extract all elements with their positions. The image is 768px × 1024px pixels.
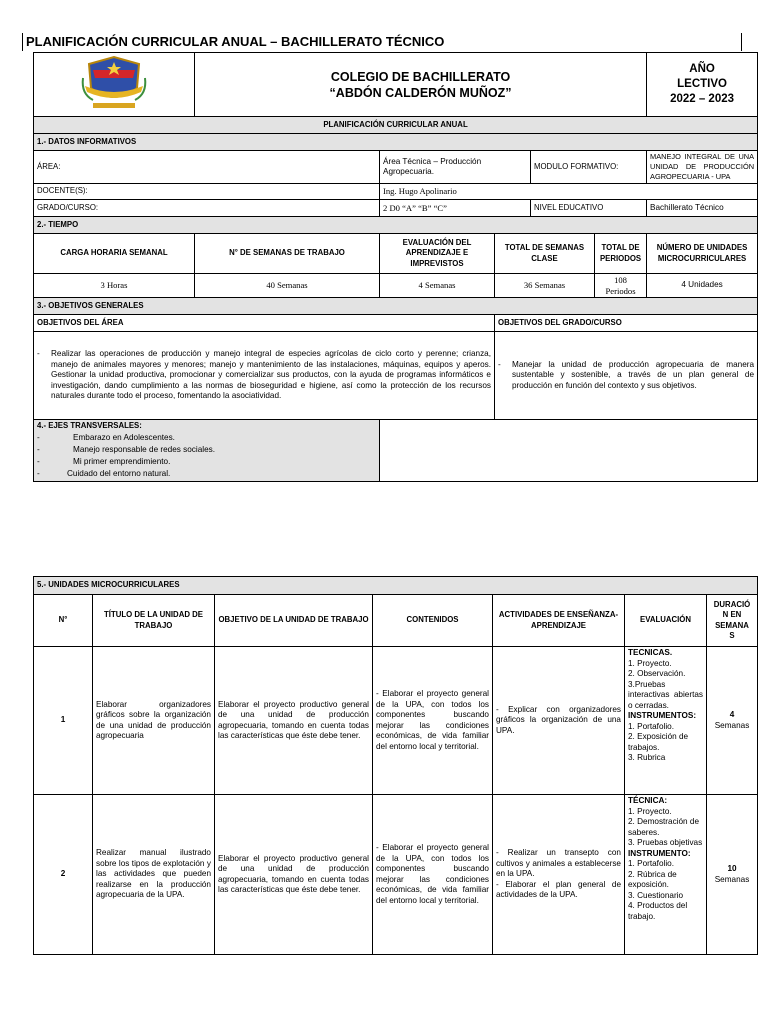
- unidad-actividades: - Explicar con organizadores gráficos la organización de una UPA.: [493, 647, 625, 795]
- tiempo-header-unidades: NÚMERO DE UNIDADES MICROCURRICULARES: [647, 234, 758, 274]
- unidades-header-titulo: TÍTULO DE LA UNIDAD DE TRABAJO: [93, 595, 215, 647]
- ejes-cell: [34, 420, 380, 482]
- year-value: 2022 – 2023: [670, 93, 735, 105]
- unidad-objetivo: Elaborar el proyecto productivo general de una unidad de producción agropecuaria, tomando en cuenta todas las características que éste debe tener.: [215, 647, 373, 795]
- school-name-line1: COLEGIO DE BACHILLERATO: [330, 69, 511, 84]
- ejes-empty-cell: [380, 420, 758, 482]
- table-row: [34, 647, 758, 795]
- area-label: ÁREA:: [34, 151, 380, 184]
- tiempo-header-evaluacion: EVALUACIÓN DEL APRENDIZAJE E IMPREVISTOS: [380, 234, 495, 274]
- school-year-cell: [647, 53, 758, 117]
- unidades-header-contenidos: CONTENIDOS: [373, 595, 493, 647]
- objetivos-area-bullet: -: [37, 349, 40, 359]
- ejes-item: - Cuidado del entorno natural.: [37, 469, 171, 479]
- modulo-value: MANEJO INTEGRAL DE UNA UNIDAD DE PRODUCCIÓN AGROPECUARIA - UPA: [647, 151, 758, 184]
- tiempo-value-evaluacion: 4 Semanas: [380, 274, 495, 298]
- unidad-duracion: 10 Semanas: [707, 795, 758, 955]
- docente-value: Ing. Hugo Apolinario: [380, 184, 758, 200]
- tiempo-value-unidades: 4 Unidades: [647, 274, 758, 298]
- objetivos-area-cell: [34, 332, 495, 420]
- tiempo-header-carga: CARGA HORARIA SEMANAL: [34, 234, 195, 274]
- ejes-item: - Manejo responsable de redes sociales.: [37, 444, 216, 454]
- unidades-header-objetivo: OBJETIVO DE LA UNIDAD DE TRABAJO: [215, 595, 373, 647]
- objetivos-area-header: OBJETIVOS DEL ÁREA: [34, 315, 495, 332]
- objetivos-grado-text: Manejar la unidad de producción agropecuaria de manera sustentable y sostenible, a través de un plan general de producción en función del contexto y sus objetivos.: [512, 359, 755, 390]
- docente-label: DOCENTE(S):: [34, 184, 380, 200]
- table-row: [34, 795, 758, 955]
- unidades-header-actividades: ACTIVIDADES DE ENSEÑANZA-APRENDIZAJE: [493, 595, 625, 647]
- area-value: Área Técnica – Producción Agropecuaria.: [380, 151, 531, 184]
- year-label-2: LECTIVO: [677, 78, 727, 90]
- objetivos-grado-bullet: -: [498, 359, 501, 369]
- unidad-contenidos: - Elaborar el proyecto general de la UPA, con todos los componentes buscando mejorar las condiciones económicas, de vida familiar del entorno local y territorial.: [373, 647, 493, 795]
- unidad-titulo: Realizar manual ilustrado sobre los tipos de explotación y las actividades que pueden realizarse en la producción agropecuaria de la UPA.: [93, 795, 215, 955]
- school-logo-cell: [34, 53, 195, 117]
- unidad-num: 2: [34, 795, 93, 955]
- ejes-item: - Embarazo en Adolescentes.: [37, 432, 175, 442]
- unidad-objetivo: Elaborar el proyecto productivo general de una unidad de producción agropecuaria, tomando en cuenta todas las características que éste debe tener.: [215, 795, 373, 955]
- unidad-duracion: 4 Semanas: [707, 647, 758, 795]
- tiempo-header-periodos: TOTAL DE PERIODOS: [595, 234, 647, 274]
- tiempo-value-periodos: 108 Periodos: [595, 274, 647, 298]
- unidad-actividades: - Realizar un transepto con cultivos y animales a establecerse en la UPA. - Elaborar el plan general de actividades de la UPA.: [493, 795, 625, 955]
- modulo-label: MODULO FORMATIVO:: [531, 151, 647, 184]
- nivel-value: Bachillerato Técnico: [647, 200, 758, 217]
- objetivos-grado-header: OBJETIVOS DEL GRADO/CURSO: [495, 315, 758, 332]
- unidad-evaluacion: TECNICAS. 1. Proyecto. 2. Observación. 3.Pruebas interactivas abiertas o cerradas. INSTRUMENTOS: 1. Portafolio. 2. Exposición de trabajos. 3. Rubrica: [625, 647, 707, 795]
- school-crest-logo: [79, 54, 149, 112]
- unidad-num: 1: [34, 647, 93, 795]
- planning-table: [33, 52, 758, 482]
- section-unidades-title: 5.- UNIDADES MICROCURRICULARES: [34, 577, 758, 595]
- grado-label: GRADO/CURSO:: [34, 200, 380, 217]
- plan-title: PLANIFICACIÓN CURRICULAR ANUAL: [34, 117, 758, 134]
- unidad-contenidos: - Elaborar el proyecto general de la UPA, con todos los componentes buscando mejorar las condiciones económicas, de vida familiar del entorno local y territorial.: [373, 795, 493, 955]
- tiempo-value-carga: 3 Horas: [34, 274, 195, 298]
- nivel-label: NIVEL EDUCATIVO: [531, 200, 647, 217]
- ejes-title: 4.- EJES TRANSVERSALES:: [37, 421, 142, 430]
- unidad-evaluacion: TÉCNICA: 1. Proyecto. 2. Demostración de saberes. 3. Pruebas objetivas INSTRUMENTO: 1. Portafolio. 2. Rúbrica de exposición. 3. Cuestionario 4. Productos del trabajo.: [625, 795, 707, 955]
- tiempo-header-semanas: N° DE SEMANAS DE TRABAJO: [195, 234, 380, 274]
- unidades-header-duracion: DURACIÓ N EN SEMANA S: [707, 595, 758, 647]
- section-objetivos-title: 3.- OBJETIVOS GENERALES: [34, 298, 758, 315]
- objetivos-area-text: Realizar las operaciones de producción y manejo integral de especies agrícolas de ciclo corto y perenne; crianza, manejo de animales mayores y menores; manejo y mantenimiento de las instalaciones, máquinas, equipos y aperos. Gestionar la unidad productiva, promocionar y comercializar sus productos, con la ayuda de programas informáticos e investigación, dando cumplimiento a las normas de bioseguridad e higiene, así como la protección de los recursos naturales durante todo el proceso, fomentando la asociatividad.: [51, 349, 491, 401]
- ejes-item: - Mi primer emprendimiento.: [37, 456, 171, 466]
- tiempo-value-semanas: 40 Semanas: [195, 274, 380, 298]
- tiempo-header-total-semanas: TOTAL DE SEMANAS CLASE: [495, 234, 595, 274]
- unidad-titulo: Elaborar organizadores gráficos sobre la organización de una unidad de producción agropecuaria: [93, 647, 215, 795]
- section-datos-title: 1.- DATOS INFORMATIVOS: [34, 134, 758, 151]
- unidades-header-num: N°: [34, 595, 93, 647]
- objetivos-grado-cell: [495, 332, 758, 420]
- year-label-1: AÑO: [689, 63, 715, 75]
- unidades-table: [33, 576, 758, 955]
- tiempo-value-total-semanas: 36 Semanas: [495, 274, 595, 298]
- document-title: PLANIFICACIÓN CURRICULAR ANUAL – BACHILLERATO TÉCNICO: [22, 33, 742, 51]
- section-tiempo-title: 2.- TIEMPO: [34, 217, 758, 234]
- grado-value: 2 D0 “A” “B” “C”: [380, 200, 531, 217]
- unidades-header-evaluacion: EVALUACIÓN: [625, 595, 707, 647]
- school-name-line2: “ABDÓN CALDERÓN MUÑOZ”: [329, 85, 512, 100]
- ejes-list: [37, 432, 376, 481]
- school-name-cell: [195, 53, 647, 117]
